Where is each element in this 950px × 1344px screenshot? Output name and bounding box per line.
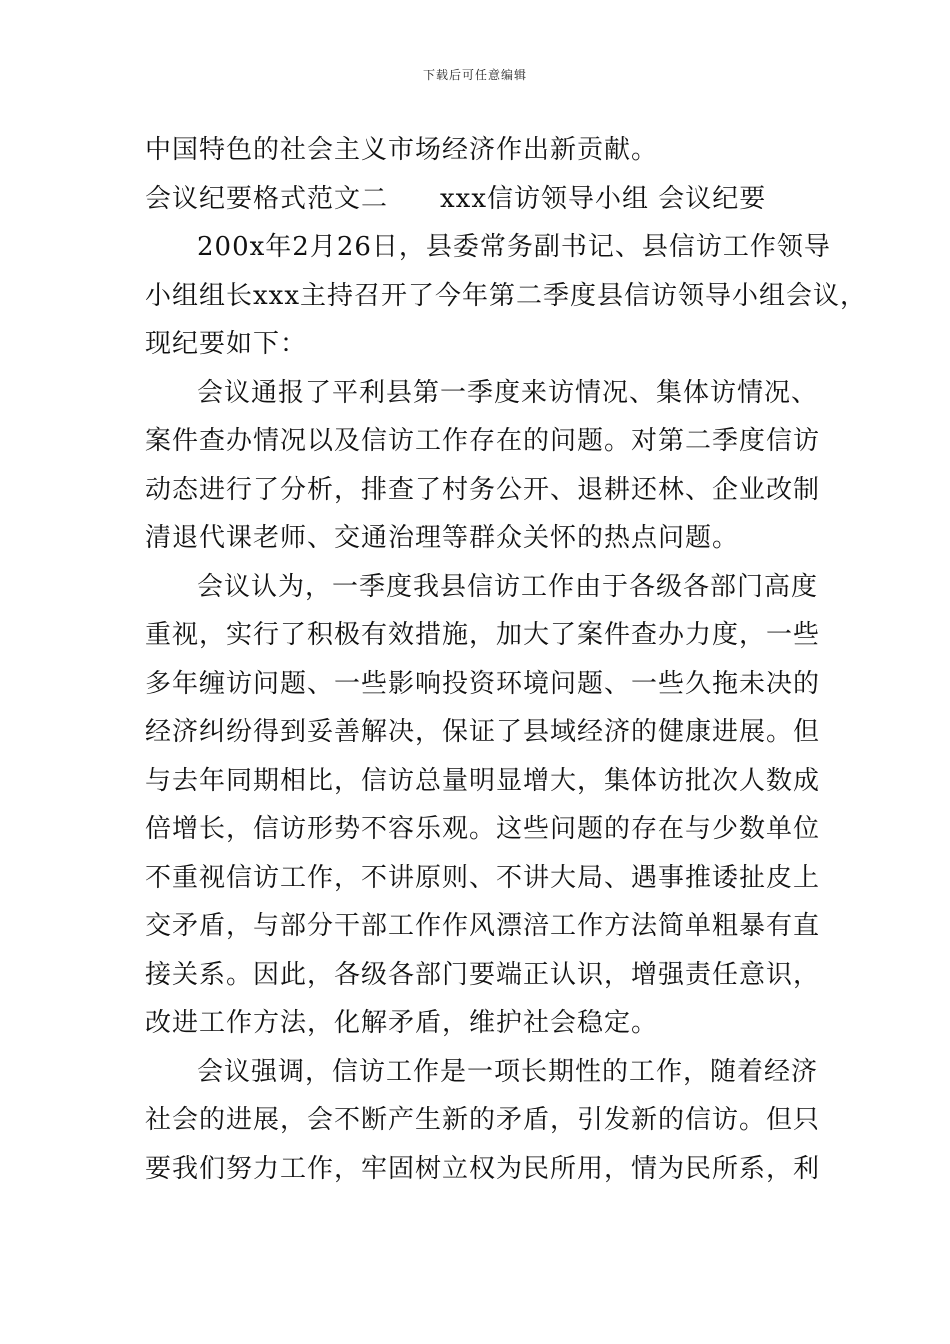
page-header-note: 下载后可任意编辑 [422,68,527,82]
paragraph-start-line: 200x年2月26日，县委常务副书记、县信访工作领导 [197,232,831,262]
text-line: 小组组长xxx主持召开了今年第二季度县信访领导小组会议， [145,280,867,311]
paragraph-start-line: 会议强调，信访工作是一项长期性的工作，随着经济 [197,1056,819,1087]
text-line: 与去年同期相比，信访总量明显增大，集体访批次人数成 [145,765,821,796]
text-line: 改进工作方法，化解矛盾，维护社会稳定。 [145,1008,659,1038]
minutes-title: xxx信访领导小组 会议纪要 [440,183,767,214]
paragraph-start-line: 会议认为，一季度我县信访工作由于各级各部门高度 [197,571,819,602]
text-line: 接关系。因此，各级各部门要端正认识，增强责任意识， [145,959,821,990]
text-line: 案件查办情况以及信访工作存在的问题。对第二季度信访 [145,426,821,456]
text-line: 多年缠访问题、一些影响投资环境问题、一些久拖未决的 [145,668,821,699]
text-line: 经济纠纷得到妥善解决，保证了县域经济的健康进展。但 [145,717,821,747]
document-body [145,128,867,1195]
text-line: 中国特色的社会主义市场经济作出新贡献。 [145,135,659,165]
text-line: 重视，实行了积极有效措施，加大了案件查办力度，一些 [145,620,821,650]
section-heading-line [145,177,825,226]
text-line: 动态进行了分析，排查了村务公开、退耕还林、企业改制 [145,474,821,505]
section-heading: 会议纪要格式范文二 [145,183,389,214]
text-line: 交矛盾，与部分干部工作作风漂涪工作方法简单粗暴有直 [145,911,821,941]
paragraph-start-line: 会议通报了平利县第一季度来访情况、集体访情况、 [197,377,819,408]
text-line: 社会的进展，会不断产生新的矛盾，引发新的信访。但只 [145,1105,821,1135]
text-line: 清退代课老师、交通治理等群众关怀的热点问题。 [145,523,740,553]
text-line: 倍增长，信访形势不容乐观。这些问题的存在与少数单位 [145,814,821,844]
text-line: 现纪要如下： [145,329,308,359]
text-line: 要我们努力工作，牢固树立权为民所用，情为民所系，利 [145,1153,821,1184]
text-line: 不重视信访工作，不讲原则、不讲大局、遇事推诿扯皮上 [145,862,821,893]
